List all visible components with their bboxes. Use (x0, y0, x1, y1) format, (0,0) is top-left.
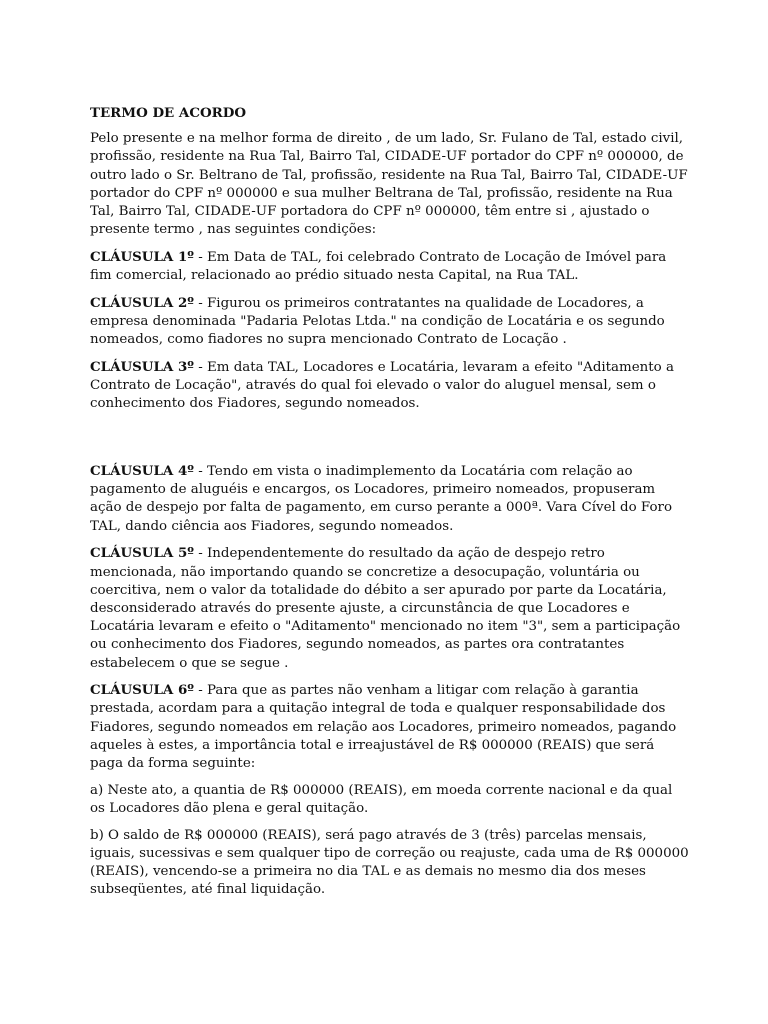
clause-label: CLÁUSULA 1º (90, 248, 194, 265)
clause-text: - Em Data de TAL, foi celebrado Contrato de Locação de Imóvel para fim comercial, relacionado ao prédio situado nesta Capital, na Rua TAL. (90, 249, 667, 284)
clause-1 (90, 248, 690, 285)
clause-label: CLÁUSULA 6º (90, 682, 194, 699)
clause-text: - Em data TAL, Locadores e Locatária, levaram a efeito "Aditamento a Contrato de Locação", através do qual foi elevado o valor do aluguel mensal, sem o conhecimento dos Fiadores, segundo nomeados. (90, 359, 674, 412)
clause-2 (90, 294, 690, 350)
clause-text: - Para que as partes não venham a litigar com relação à garantia prestada, acordam para a quitação integral de toda e qualquer responsabilidade dos Fiadores, segundo nomeados em relação aos Locadores, primeiro nomeados, pagando aqueles à estes, a importância total e irreajustável de R$ 000000 (REAIS) que será paga da forma seguinte: (90, 683, 677, 772)
document-title: TERMO DE ACORDO (90, 105, 247, 121)
document-page (90, 104, 690, 908)
clause-3 (90, 358, 690, 414)
intro-paragraph: Pelo presente e na melhor forma de direito , de um lado, Sr. Fulano de Tal, estado civil, profissão, residente na Rua Tal, Bairro Tal, CIDADE-UF portador do CPF nº 000000, de outro lado o Sr. Beltrano de Tal, profissão, residente na Rua Tal, Bairro Tal, CIDADE-UF portador do CPF nº 000000 e sua mulher Beltrana de Tal, profissão, residente na Rua Tal, Bairro Tal, CIDADE-UF portadora do CPF nº 000000, têm entre si , ajustado o presente termo , nas seguintes condições: (90, 131, 688, 238)
clause-5 (90, 544, 690, 672)
clause-label: CLÁUSULA 2º (90, 294, 194, 311)
blank-space (90, 422, 690, 462)
clause-text: - Independentemente do resultado da ação de despejo retro mencionada, não importando quando se concretize a desocupação, voluntária ou coercitiva, nem o valor da totalidade do débito a ser apurado por parte da Locatária, desconsiderado através do presente ajuste, a circunstância de que Locadores e Locatária levaram e efeito o "Aditamento" mencionado no item "3", sem a participação ou conhecimento dos Fiadores, segundo nomeados, as partes ora contratantes estabelecem o que se segue . (90, 546, 681, 671)
clause-4 (90, 462, 690, 536)
payment-item-b: b) O saldo de R$ 000000 (REAIS), será pago através de 3 (três) parcelas mensais, iguais, sucessivas e sem qualquer tipo de correção ou reajuste, cada uma de R$ 000000 (REAIS), vencendo-se a primeira no dia TAL e as demais no mesmo dia dos meses subseqüentes, até final liquidação. (90, 827, 689, 898)
clause-text: - Figurou os primeiros contratantes na qualidade de Locadores, a empresa denominada "Padaria Pelotas Ltda." na condição de Locatária e os segundo nomeados, como fiadores no supra mencionado Contrato de Locação . (90, 295, 665, 348)
payment-item-a: a) Neste ato, a quantia de R$ 000000 (REAIS), em moeda corrente nacional e da qual os Locadores dão plena e geral quitação. (90, 782, 673, 816)
clause-6 (90, 681, 690, 773)
clause-label: CLÁUSULA 3º (90, 358, 194, 375)
clause-label: CLÁUSULA 4º (90, 463, 194, 480)
clause-label: CLÁUSULA 5º (90, 545, 194, 562)
clause-text: - Tendo em vista o inadimplemento da Locatária com relação ao pagamento de aluguéis e encargos, os Locadores, primeiro nomeados, propuseram ação de despejo por falta de pagamento, em curso perante a 000ª. Vara Cível do Foro TAL, dando ciência aos Fiadores, segundo nomeados. (90, 464, 673, 534)
